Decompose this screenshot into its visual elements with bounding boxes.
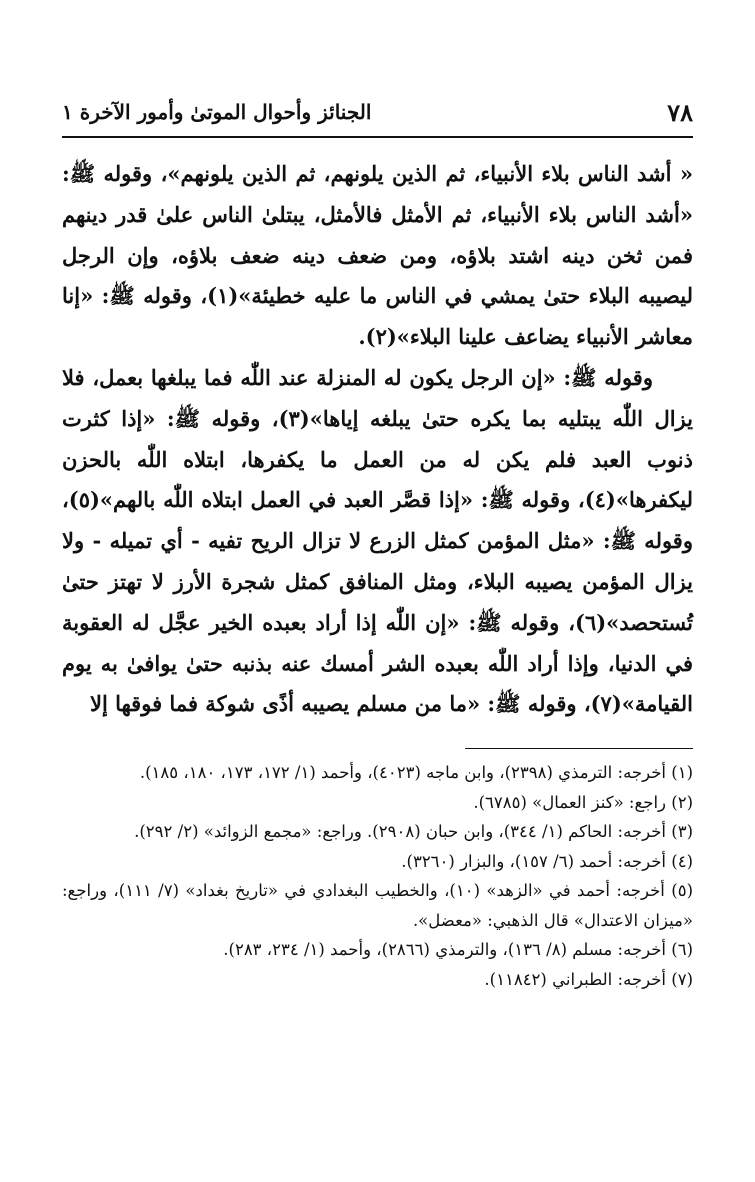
page-number: ٧٨ [667, 98, 693, 127]
footnote-1: (١) أخرجه: الترمذي (٢٣٩٨)، وابن ماجه (٤٠٢٣)، وأحمد (١/ ١٧٢، ١٧٣، ١٨٠، ١٨٥). [139, 763, 693, 782]
header-divider [62, 136, 693, 138]
paragraph: وقوله ﷺ: «إن الرجل يكون له المنزلة عند اللّٰه فما يبلغها بعمل، فلا يزال اللّٰه يبتليه بما يكره حتىٰ يبلغه إياها»(٣)، وقوله ﷺ: «إذا كثرت ذنوب العبد فلم يكن له من العمل ما يكفرها، ابتلاه اللّٰه بالحزن ليكفرها»(٤)، وقوله ﷺ: «إذا قصَّر العبد في العمل ابتلاه اللّٰه بالهم»(٥)، وقوله ﷺ: «مثل المؤمن كمثل الزرع لا تزال الريح تفيه - أي تميله - ولا يزال المؤمن يصيبه البلاء، ومثل المنافق كمثل شجرة الأرز لا تهتز حتىٰ تُستحصد»(٦)، وقوله ﷺ: «إن اللّٰه إذا أراد بعبده الخير عجَّل له العقوبة في الدنيا، وإذا أراد اللّٰه بعبده الشر أمسك عنه بذنبه حتىٰ يوافىٰ به يوم القيامة»(٧)، وقوله ﷺ: «ما من مسلم يصيبه أذًى شوكة فما فوقها إلا [62, 364, 693, 717]
footnote-2: (٢) راجع: «كنز العمال» (٦٧٨٥). [473, 792, 693, 812]
footnote-5: (٥) أخرجه: أحمد في «الزهد» (١٠)، والخطيب البغدادي في «تاريخ بغداد» (٧/ ١١١)، وراجع: «ميزان الاعتدال» قال الذهبي: «معضل». [62, 881, 693, 930]
page-header [62, 96, 693, 132]
footnote-4: (٤) أخرجه: أحمد (٦/ ١٥٧)، والبزار (٣٢٦٠). [401, 851, 693, 871]
running-title: الجنائز وأحوال الموتىٰ وأمور الآخرة ١ [62, 100, 372, 124]
footnotes [62, 758, 693, 994]
paragraph: « أشد الناس بلاء الأنبياء، ثم الذين يلونهم، ثم الذين يلونهم»، وقوله ﷺ: «أشد الناس بلاء الأنبياء، ثم الأمثل فالأمثل، يبتلىٰ الناس علىٰ قدر دينهم فمن ثخن دينه اشتد بلاؤه، ومن ضعف دينه ضعف بلاؤه، وإن الرجل ليصيبه البلاء حتىٰ يمشي في الناس ما عليه خطيئة»(١)، وقوله ﷺ: «إنا معاشر الأنبياء يضاعف علينا البلاء»(٢). [62, 161, 693, 350]
footnote-6: (٦) أخرجه: مسلم (٨/ ١٣٦)، والترمذي (٢٨٦٦)، وأحمد (١/ ٢٣٤، ٢٨٣). [223, 940, 693, 959]
main-text [62, 154, 693, 725]
footnote-divider [465, 748, 693, 749]
footnote-7: (٧) أخرجه: الطبراني (١١٨٤٢). [484, 969, 693, 989]
footnote-3: (٣) أخرجه: الحاكم (١/ ٣٤٤)، وابن حبان (٢٩٠٨). وراجع: «مجمع الزوائد» (٢/ ٢٩٢). [134, 822, 693, 841]
